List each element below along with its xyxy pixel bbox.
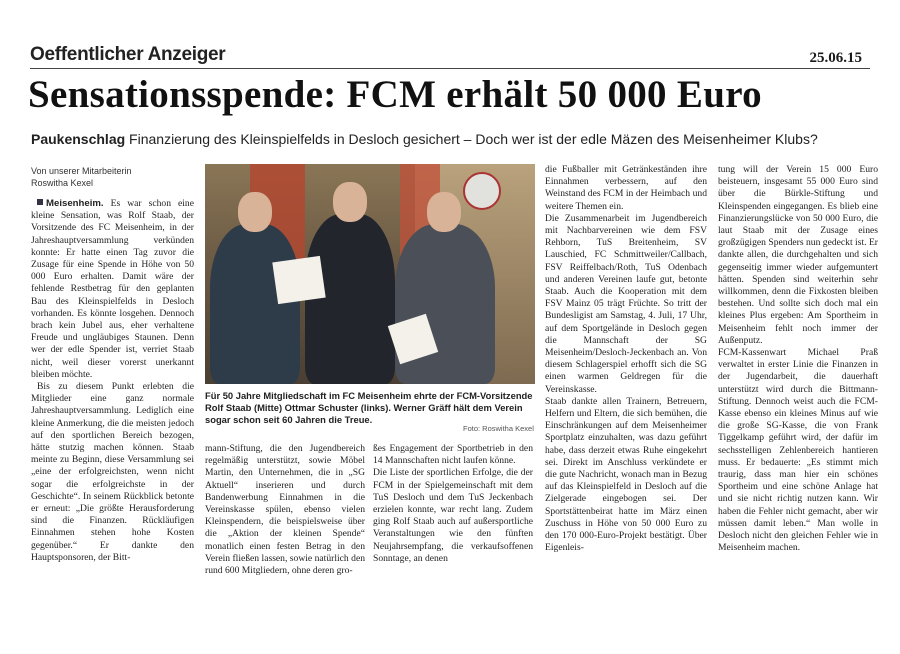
byline-line-1: Von unserer Mitarbeiterin (31, 166, 132, 176)
dateline: Meisenheim. (37, 198, 104, 209)
headline: Sensationsspende: FCM erhält 50 000 Euro (28, 73, 762, 116)
certificate (272, 256, 325, 304)
masthead: Oeffentlicher Anzeiger (30, 44, 226, 65)
subheadline (31, 131, 818, 147)
kicker: Paukenschlag (31, 131, 126, 147)
paragraph: Es war schon eine kleine Sensation, was Rolf Staab, der Vorsitzende des FC Meisenheim, in der Jahreshauptversammlung verkünden konnte: Er hatte einen Tag zuvor die Zusage für eine Spende in Höhe von 50 000 Euro erhalten. Damit wäre der fehlende Restbetrag für den geplanten Bau des Kleinspielfelds in Desloch vorhanden. Es könnte losgehen. Dennoch brach kein Jubel aus, eher verhaltene Freude und ungläubiges Staunen. Denn wer der edle Spender ist, verriet Staab nicht, weil dieser vorerst unerkannt bleiben möchte. (31, 198, 194, 380)
byline (31, 165, 201, 189)
publication-date: 25.06.15 (809, 50, 862, 66)
photo-caption: Für 50 Jahre Mitgliedschaft im FC Meisenheim ehrte der FCM-Vorsitzende Rolf Staab (Mitte) Ottmar Schuster (links). Werner Gräff hält dem Verein sogar schon seit 60 Jahren die Treue. (205, 390, 533, 425)
article-column-5: tung will der Verein 15 000 Euro beisteuern, insgesamt 55 000 Euro sind über die Bürkle-Stiftung und Kleinspenden eingegangen. Es blieb eine Finanzierungslücke von 50 000 Euro, die laut Staab mit der Zusage eines großzügigen Spenders nun gedeckt ist. Er dankte allen, die durchgehalten und sich gegenseitig immer wieder aufgemuntert hätten. Spenden sind weiterhin sehr willkommen, denn die Fixkosten bleiben bestehen. Und sollte sich doch mal ein kleines Plus ergeben: Am Sportheim in Meisenheim fehlt noch immer der Außenputz. FCM-Kassenwart Michael Praß verwaltet in erster Linie die Finanzen in der Jugendarbeit, die dauerhaft unterstützt wird durch die Bittmann-Stiftung. Dennoch weist auch die FCM-Kasse ebenso ein kleines Minus auf wie die große SG-Kasse, die von Frank Tiggelkamp geführt wird, der dafür im sechsstelligen Zehlenbereich hantieren muss. Er bedauerte: „Es stimmt mich traurig, dass man hier ein schönes Sportheim und eine schöne Anlage hat und sie nicht richtig nutzen kann. Wir haben die Fehler nicht gemacht, aber wir müssen damit leben.“ Man wolle in Desloch nicht den gleichen Fehler wie in Meisenheim machen. (718, 164, 878, 554)
article-photo (205, 164, 535, 384)
subheadline-text: Finanzierung des Kleinspielfelds in Desloch gesichert – Doch wer ist der edle Mäzen des Meisenheimer Klubs? (129, 131, 818, 147)
article-column-3: ßes Engagement der Sportbetrieb in den 14 Mannschaften nicht laufen könne. Die Liste der sportlichen Erfolge, die der FCM in der Spielgemeinschaft mit dem TuS Desloch und dem TuS Jeckenbach erzielen konnte, war recht lang. Zudem ging Rolf Staab auch auf außersportliche Veranstaltungen wie den fünften Neujahrsempfang, die verkaufsoffenen Sonntage, an denen (373, 443, 533, 564)
article-column-2: mann-Stiftung, die den Jugendbereich regelmäßig unterstützt, sowie Möbel Martin, den Unternehmen, die in „SG Aktuell“ inserieren und durch Bandenwerbung Einnahmen in die Vereinskasse spülen, ebenso vielen Kleinspendern, die beispielsweise über die „Aktion der kleinen Spende“ monatlich einen festen Betrag in den Verein fließen lassen, sowie natürlich den rund 600 Mitgliedern, ohne deren gro- (205, 443, 365, 577)
article-column-4: die Fußballer mit Getränkeständen ihre Einnahmen verbessern, auf den Weinstand des FCM in der Heimbach und weitere Themen ein. Die Zusammenarbeit im Jugendbereich mit Nachbarvereinen wie dem FSV Rehborn, TuS Breitenheim, SV Lauschied, FC Schmittweiler/Callbach, FSV Reiffelbach/Roth, TuS Odenbach und anderen Vereinen laufe gut, betonte Staab. Auch die Kooperation mit dem FSV Mainz 05 trägt Früchte. So tritt der Bundesligist am Samstag, 4. Juli, 17 Uhr, auf dem Sportgelände in Desloch gegen die Mannschaft der SG Meisenheim/Desloch-Jeckenbach an. Von diesem Schlagerspiel erhofft sich die SG einen warmen Geldregen für die Vereinskasse. Staab dankte allen Trainern, Betreuern, Helfern und Eltern, die sich bemühen, die Einschränkungen auf dem Meisenheimer Sportplatz einzuhalten, was dazu geführt habe, dass derzeit etwas Ruhe eingekehrt sei. Direkt im Anschluss verkündete er die gute Nachricht, wonach man in Bezug auf das Kleinspielfeld in Desloch auf die Zielgerade eingebogen sei. Der Sportstättenbeirat hatte im März einen Zuschuss in Höhe von 50 000 Euro zu den 170 000-Euro-Projekt bestätigt. Über Eigenleis- (545, 164, 707, 554)
club-logo-sign-icon (463, 172, 501, 210)
square-bullet-icon (37, 199, 43, 205)
photo-credit: Foto: Roswitha Kexel (463, 424, 534, 433)
paragraph: Bis zu diesem Punkt erlebten die Mitglieder eine ganz normale Jahreshauptversammlung. Lediglich eine kleine Anmerkung, die die meisten jedoch auf den sportlichen Bereich bezogen, hätte stutzig machen können. Staab meinte zu Beginn, diese Versammlung sei „eine der erfolgreichsten, wenn nicht sogar die erfolgreichste in der Geschichte“. In seinem Rückblick betonte er erneut: „Die größte Herausforderung sind die Finanzen. Rückläufigen Einnahmen stehen hohe Kosten gegenüber.“ Er dankte den Hauptsponsoren, der Bitt- (31, 381, 194, 563)
header-rule (30, 68, 870, 69)
byline-author: Roswitha Kexel (31, 178, 94, 188)
article-column-1 (31, 198, 194, 594)
